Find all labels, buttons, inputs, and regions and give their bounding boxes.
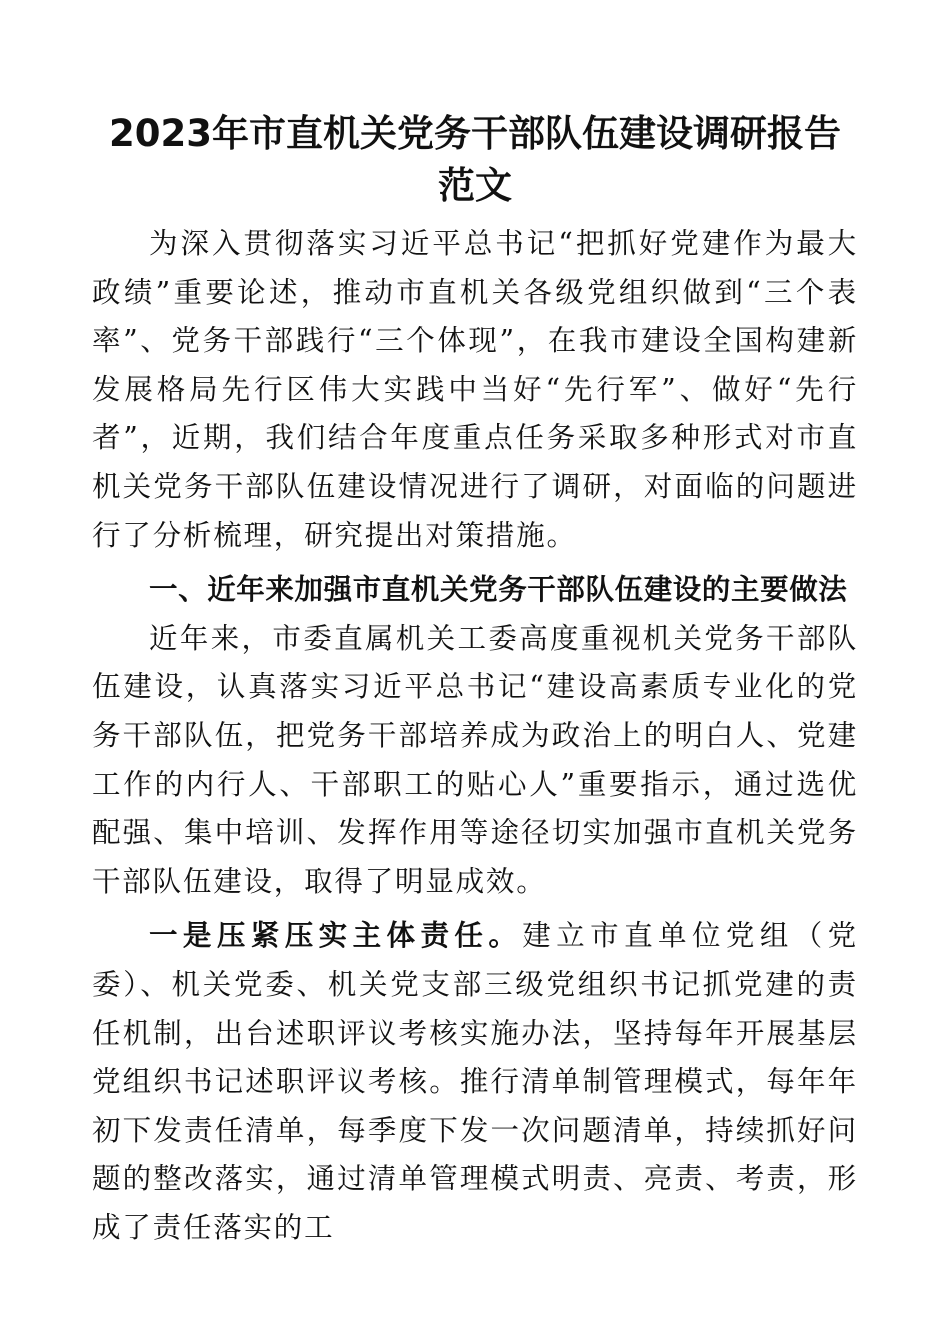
point-1-lead: 一是压紧压实主体责任。	[149, 919, 523, 953]
point-1-paragraph	[92, 912, 858, 1252]
point-1-body: 建立市直单位党组（党委）、机关党委、机关党支部三级党组织书记抓党建的责任机制，出台述职评议考核实施办法，坚持每年开展基层党组织书记述职评议考核。推行清单制管理模式，每年年初下发责任清单，每季度下发一次问题清单，持续抓好问题的整改落实，通过清单管理模式明责、亮责、考责，形成了责任落实的工	[92, 919, 858, 1244]
intro-paragraph: 为深入贯彻落实习近平总书记“把抓好党建作为最大政绩”重要论述，推动市直机关各级党组织做到“三个表率”、党务干部践行“三个体现”，在我市建设全国构建新发展格局先行区伟大实践中当好“先行军”、做好“先行者”，近期，我们结合年度重点任务采取多种形式对市直机关党务干部队伍建设情况进行了调研，对面临的问题进行了分析梳理，研究提出对策措施。	[92, 227, 858, 552]
document-title: 2023年市直机关党务干部队伍建设调研报告范文	[109, 112, 841, 207]
section-1-paragraph: 近年来，市委直属机关工委高度重视机关党务干部队伍建设，认真落实习近平总书记“建设高素质专业化的党务干部队伍，把党务干部培养成为政治上的明白人、党建工作的内行人、干部职工的贴心人”重要指示，通过选优配强、集中培训、发挥作用等途径切实加强市直机关党务干部队伍建设，取得了明显成效。	[92, 621, 858, 898]
document-page	[92, 108, 858, 1252]
section-heading-1: 一、近年来加强市直机关党务干部队伍建设的主要做法	[149, 573, 848, 607]
